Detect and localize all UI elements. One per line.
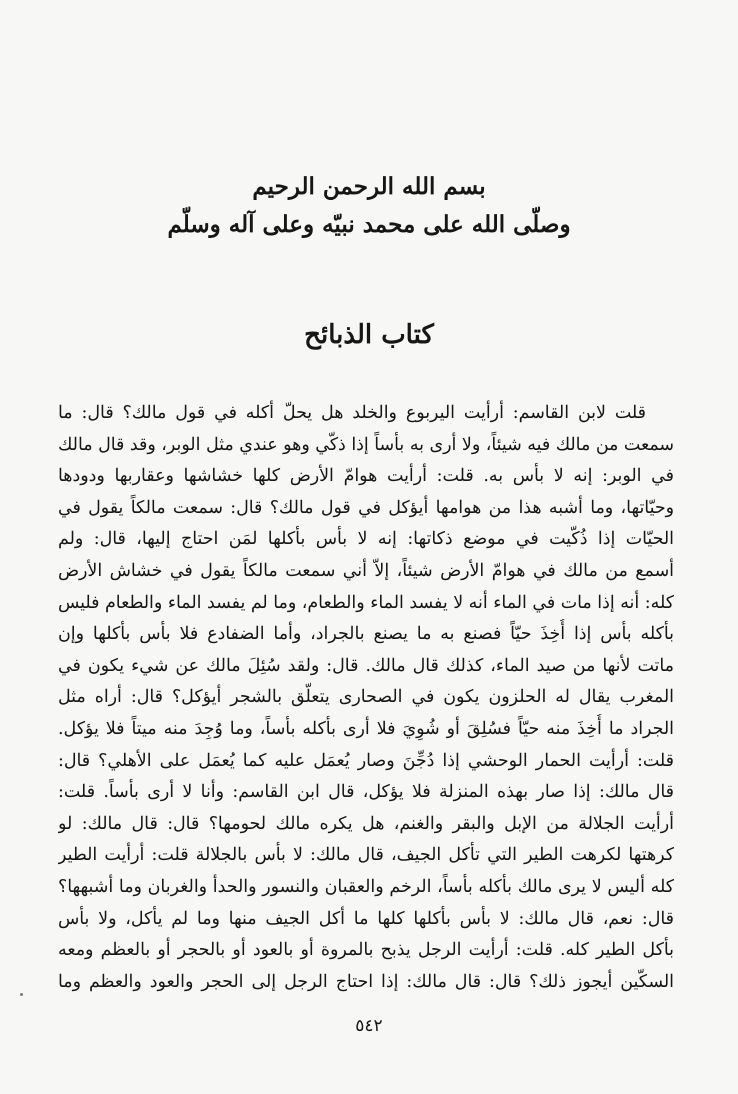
text-line: كله: أنه إذا مات في الماء أنه لا يفسد الماء والطعام، وما لم يفسد الماء والطعام فليس: [58, 592, 674, 613]
text-line: كله أليس لا يرى مالك بأكله بأساً، الرخم والعقبان والنسور والحدأ والغربان وما أشبهها؟: [58, 876, 674, 897]
text-line: بأكل الطير كله. قلت: أرأيت الرجل يذبح بالمروة أو بالعود أو بالحجر أو بالعظم ومعه: [58, 940, 674, 961]
text-line: قلت: أرأيت الحمار الوحشي إذا دُجِّنَ وصار يُعمَل عليه كما يُعمَل على الأهلي؟ قال:: [58, 750, 674, 771]
text-line: سمعت من مالك فيه شيئاً، ولا أرى به بأساً إذا ذكّي وهو عندي مثل الوبر، وقد قال مالك: [58, 434, 674, 455]
text-line: كرهتها لكرهت الطير التي تأكل الجيف، قال مالك: لا بأس بالجلالة قلت: أرأيت الطير: [58, 845, 674, 866]
text-line: الحيّات إذا ذُكّيت في موضع ذكاتها: إنه لا بأس بأكلها لمَن احتاج إليها، قال: ولم: [58, 529, 674, 550]
basmala-line: بسم الله الرحمن الرحيم: [252, 173, 486, 200]
text-line: أسمع من مالك في هوامّ الأرض شيئاً، إلاّ أني سمعت مالكاً يقول في خشاش الأرض: [58, 560, 674, 581]
opening-invocation: [60, 168, 678, 244]
body-text: [58, 398, 674, 998]
text-line: وحيّاتها، وما أشبه هذا من هوامها أيؤكل في قول مالك؟ قال: سمعت مالكاً يقول في: [58, 497, 674, 518]
text-line: أرأيت الجلالة من الإبل والبقر والغنم، هل يكره مالك لحومها؟ قال: قال مالك: لو: [58, 813, 674, 834]
page-number: ٥٤٢: [355, 1016, 383, 1036]
text-line: في الوبر: إنه لا بأس به. قلت: أرأيت هوامّ الأرض كلها خشاشها وعقاربها ودودها: [58, 466, 674, 487]
text-line: قال مالك: إذا صار بهذه المنزلة فلا يؤكل، قال ابن القاسم: وأنا لا أرى بأساً. قلت:: [58, 782, 674, 803]
text-line: ماتت لأنها من صيد الماء، كذلك قال مالك. قال: ولقد سُئِلَ مالك عن شيء يكون في: [58, 655, 674, 676]
chapter-title: كتاب الذبائح: [304, 320, 434, 350]
text-line: بأكله بأس إذا أُخِذَ حيّاً فصنع به ما يصنع بالجراد، وأما الضفادع فلا بأس بأكلها وإن: [58, 624, 674, 645]
text-line: قلت لابن القاسم: أرأيت اليربوع والخلد هل يحلّ أكله في قول مالك؟ قال: ما: [58, 403, 646, 423]
text-line: السكّين أيجوز ذلك؟ قال: قال مالك: إذا احتاج الرجل إلى الحجر والعود والعظم وما: [58, 971, 674, 992]
margin-speck: [20, 993, 23, 996]
salutation-line: وصلّى الله على محمد نبيّه وعلى آله وسلّم: [167, 211, 571, 238]
text-line: المغرب يقال له الحلزون يكون في الصحارى يتعلّق بالشجر أيؤكل؟ قال: أراه مثل: [58, 687, 674, 708]
text-line: قال: نعم، قال مالك: لا بأس بأكلها كلها ما أكل الجيف منها وما لم يأكل، ولا بأس: [58, 908, 674, 929]
text-line: الجراد ما أُخِذَ منه حيّاً فسُلِقَ أو شُوِيَ فلا أرى بأكله بأساً، وما وُجِدَ منه ميتاً فلا يؤكل.: [58, 718, 674, 739]
